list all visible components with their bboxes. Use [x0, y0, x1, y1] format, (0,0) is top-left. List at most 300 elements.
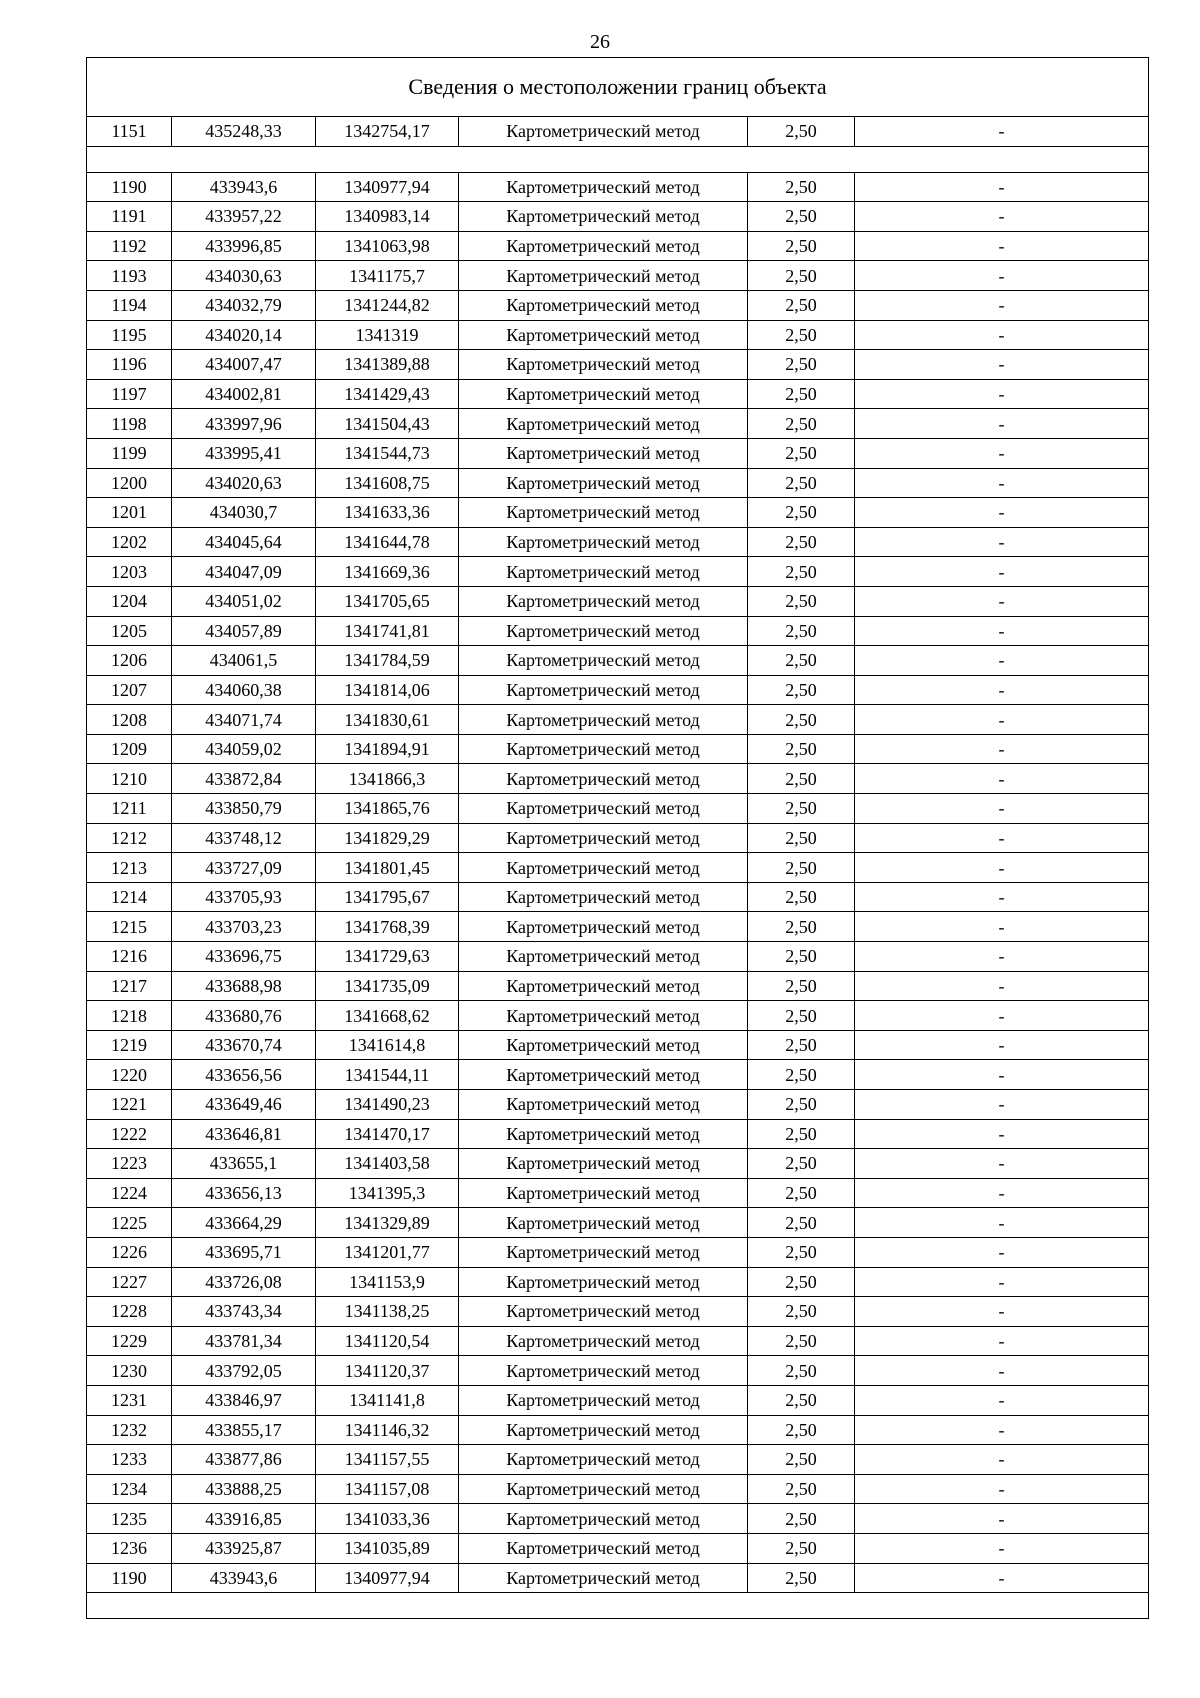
- method-cell: Картометрический метод: [459, 1149, 748, 1179]
- method-cell: Картометрический метод: [459, 527, 748, 557]
- accuracy-cell: 2,50: [748, 1030, 855, 1060]
- y-coordinate-cell: 1341544,73: [316, 438, 459, 468]
- point-number-cell: 1203: [87, 557, 172, 587]
- method-cell: Картометрический метод: [459, 468, 748, 498]
- method-cell: Картометрический метод: [459, 1090, 748, 1120]
- y-coordinate-cell: 1341120,54: [316, 1326, 459, 1356]
- method-cell: Картометрический метод: [459, 971, 748, 1001]
- point-number-cell: 1206: [87, 646, 172, 676]
- description-cell: -: [855, 409, 1149, 439]
- description-cell: -: [855, 1445, 1149, 1475]
- description-cell: -: [855, 350, 1149, 380]
- method-cell: Картометрический метод: [459, 1563, 748, 1593]
- table-row: [87, 1297, 1149, 1327]
- method-cell: Картометрический метод: [459, 586, 748, 616]
- method-cell: Картометрический метод: [459, 1326, 748, 1356]
- description-cell: -: [855, 498, 1149, 528]
- table-row: [87, 705, 1149, 735]
- description-cell: -: [855, 794, 1149, 824]
- accuracy-cell: 2,50: [748, 705, 855, 735]
- x-coordinate-cell: 433688,98: [172, 971, 316, 1001]
- point-number-cell: 1227: [87, 1267, 172, 1297]
- point-number-cell: 1228: [87, 1297, 172, 1327]
- accuracy-cell: 2,50: [748, 1001, 855, 1031]
- x-coordinate-cell: 433943,6: [172, 1563, 316, 1593]
- point-number-cell: 1236: [87, 1533, 172, 1563]
- description-cell: -: [855, 261, 1149, 291]
- method-cell: Картометрический метод: [459, 1356, 748, 1386]
- point-number-cell: 1234: [87, 1474, 172, 1504]
- description-cell: -: [855, 942, 1149, 972]
- y-coordinate-cell: 1341395,3: [316, 1178, 459, 1208]
- x-coordinate-cell: 433726,08: [172, 1267, 316, 1297]
- description-cell: -: [855, 1208, 1149, 1238]
- point-number-cell: 1213: [87, 853, 172, 883]
- x-coordinate-cell: 434007,47: [172, 350, 316, 380]
- accuracy-cell: 2,50: [748, 675, 855, 705]
- point-number-cell: 1201: [87, 498, 172, 528]
- x-coordinate-cell: 433703,23: [172, 912, 316, 942]
- description-cell: -: [855, 231, 1149, 261]
- x-coordinate-cell: 433877,86: [172, 1445, 316, 1475]
- table-row: [87, 1533, 1149, 1563]
- description-cell: -: [855, 705, 1149, 735]
- accuracy-cell: 2,50: [748, 1563, 855, 1593]
- description-cell: -: [855, 734, 1149, 764]
- y-coordinate-cell: 1341614,8: [316, 1030, 459, 1060]
- point-number-cell: 1199: [87, 438, 172, 468]
- description-cell: -: [855, 1415, 1149, 1445]
- y-coordinate-cell: 1341201,77: [316, 1237, 459, 1267]
- table-row: [87, 971, 1149, 1001]
- method-cell: Картометрический метод: [459, 557, 748, 587]
- x-coordinate-cell: 433695,71: [172, 1237, 316, 1267]
- table-row: [87, 586, 1149, 616]
- table-title-row: [87, 58, 1149, 117]
- accuracy-cell: 2,50: [748, 172, 855, 202]
- x-coordinate-cell: 433646,81: [172, 1119, 316, 1149]
- y-coordinate-cell: 1341669,36: [316, 557, 459, 587]
- y-coordinate-cell: 1341120,37: [316, 1356, 459, 1386]
- method-cell: Картометрический метод: [459, 912, 748, 942]
- description-cell: -: [855, 1237, 1149, 1267]
- method-cell: Картометрический метод: [459, 646, 748, 676]
- y-coordinate-cell: 1341668,62: [316, 1001, 459, 1031]
- x-coordinate-cell: 433664,29: [172, 1208, 316, 1238]
- y-coordinate-cell: 1341429,43: [316, 379, 459, 409]
- description-cell: -: [855, 586, 1149, 616]
- x-coordinate-cell: 434030,7: [172, 498, 316, 528]
- point-number-cell: 1235: [87, 1504, 172, 1534]
- point-number-cell: 1229: [87, 1326, 172, 1356]
- x-coordinate-cell: 433670,74: [172, 1030, 316, 1060]
- point-number-cell: 1207: [87, 675, 172, 705]
- method-cell: Картометрический метод: [459, 1267, 748, 1297]
- accuracy-cell: 2,50: [748, 1090, 855, 1120]
- accuracy-cell: 2,50: [748, 1356, 855, 1386]
- point-number-cell: 1202: [87, 527, 172, 557]
- accuracy-cell: 2,50: [748, 1504, 855, 1534]
- table-row: [87, 231, 1149, 261]
- y-coordinate-cell: 1341504,43: [316, 409, 459, 439]
- x-coordinate-cell: 433696,75: [172, 942, 316, 972]
- accuracy-cell: 2,50: [748, 290, 855, 320]
- y-coordinate-cell: 1341138,25: [316, 1297, 459, 1327]
- y-coordinate-cell: 1341866,3: [316, 764, 459, 794]
- accuracy-cell: 2,50: [748, 1149, 855, 1179]
- x-coordinate-cell: 434051,02: [172, 586, 316, 616]
- description-cell: -: [855, 1385, 1149, 1415]
- description-cell: -: [855, 882, 1149, 912]
- point-number-cell: 1197: [87, 379, 172, 409]
- point-number-cell: 1193: [87, 261, 172, 291]
- description-cell: -: [855, 1267, 1149, 1297]
- y-coordinate-cell: 1341175,7: [316, 261, 459, 291]
- table-row: [87, 1385, 1149, 1415]
- table-row: [87, 1030, 1149, 1060]
- method-cell: Картометрический метод: [459, 350, 748, 380]
- accuracy-cell: 2,50: [748, 912, 855, 942]
- y-coordinate-cell: 1341157,55: [316, 1445, 459, 1475]
- point-number-cell: 1224: [87, 1178, 172, 1208]
- x-coordinate-cell: 433781,34: [172, 1326, 316, 1356]
- point-number-cell: 1195: [87, 320, 172, 350]
- method-cell: Картометрический метод: [459, 794, 748, 824]
- accuracy-cell: 2,50: [748, 409, 855, 439]
- accuracy-cell: 2,50: [748, 1119, 855, 1149]
- description-cell: -: [855, 764, 1149, 794]
- table-row: [87, 853, 1149, 883]
- table-row: [87, 1208, 1149, 1238]
- table-row: [87, 616, 1149, 646]
- y-coordinate-cell: 1341153,9: [316, 1267, 459, 1297]
- method-cell: Картометрический метод: [459, 231, 748, 261]
- method-cell: Картометрический метод: [459, 1001, 748, 1031]
- method-cell: Картометрический метод: [459, 202, 748, 232]
- y-coordinate-cell: 1341814,06: [316, 675, 459, 705]
- description-cell: -: [855, 1149, 1149, 1179]
- point-number-cell: 1191: [87, 202, 172, 232]
- description-cell: -: [855, 527, 1149, 557]
- description-cell: -: [855, 1001, 1149, 1031]
- accuracy-cell: 2,50: [748, 527, 855, 557]
- description-cell: -: [855, 320, 1149, 350]
- trailing-blank-cell: [87, 1593, 1149, 1619]
- x-coordinate-cell: 433997,96: [172, 409, 316, 439]
- point-number-cell: 1196: [87, 350, 172, 380]
- table-row: [87, 527, 1149, 557]
- x-coordinate-cell: 433957,22: [172, 202, 316, 232]
- separator-cell: [87, 146, 1149, 172]
- y-coordinate-cell: 1341830,61: [316, 705, 459, 735]
- description-cell: -: [855, 1356, 1149, 1386]
- y-coordinate-cell: 1341633,36: [316, 498, 459, 528]
- method-cell: Картометрический метод: [459, 409, 748, 439]
- x-coordinate-cell: 433916,85: [172, 1504, 316, 1534]
- table-row: [87, 1445, 1149, 1475]
- accuracy-cell: 2,50: [748, 1415, 855, 1445]
- table-row: [87, 261, 1149, 291]
- y-coordinate-cell: 1341403,58: [316, 1149, 459, 1179]
- boundary-coordinates-table: [86, 57, 1149, 1619]
- point-number-cell: 1233: [87, 1445, 172, 1475]
- x-coordinate-cell: 434047,09: [172, 557, 316, 587]
- x-coordinate-cell: 435248,33: [172, 117, 316, 147]
- point-number-cell: 1210: [87, 764, 172, 794]
- method-cell: Картометрический метод: [459, 1445, 748, 1475]
- description-cell: -: [855, 438, 1149, 468]
- accuracy-cell: 2,50: [748, 468, 855, 498]
- description-cell: -: [855, 557, 1149, 587]
- x-coordinate-cell: 433855,17: [172, 1415, 316, 1445]
- accuracy-cell: 2,50: [748, 646, 855, 676]
- table-row: [87, 1267, 1149, 1297]
- method-cell: Картометрический метод: [459, 498, 748, 528]
- description-cell: -: [855, 912, 1149, 942]
- point-number-cell: 1219: [87, 1030, 172, 1060]
- method-cell: Картометрический метод: [459, 823, 748, 853]
- x-coordinate-cell: 433846,97: [172, 1385, 316, 1415]
- x-coordinate-cell: 434057,89: [172, 616, 316, 646]
- table-row: [87, 882, 1149, 912]
- x-coordinate-cell: 433656,56: [172, 1060, 316, 1090]
- table-row: [87, 202, 1149, 232]
- accuracy-cell: 2,50: [748, 1208, 855, 1238]
- y-coordinate-cell: 1341063,98: [316, 231, 459, 261]
- point-number-cell: 1208: [87, 705, 172, 735]
- table-row: [87, 912, 1149, 942]
- description-cell: -: [855, 1030, 1149, 1060]
- accuracy-cell: 2,50: [748, 438, 855, 468]
- x-coordinate-cell: 434020,63: [172, 468, 316, 498]
- accuracy-cell: 2,50: [748, 1297, 855, 1327]
- x-coordinate-cell: 434020,14: [172, 320, 316, 350]
- x-coordinate-cell: 434060,38: [172, 675, 316, 705]
- description-cell: -: [855, 379, 1149, 409]
- y-coordinate-cell: 1342754,17: [316, 117, 459, 147]
- method-cell: Картометрический метод: [459, 942, 748, 972]
- x-coordinate-cell: 433680,76: [172, 1001, 316, 1031]
- x-coordinate-cell: 434071,74: [172, 705, 316, 735]
- point-number-cell: 1217: [87, 971, 172, 1001]
- method-cell: Картометрический метод: [459, 1119, 748, 1149]
- y-coordinate-cell: 1341894,91: [316, 734, 459, 764]
- table-row: [87, 1090, 1149, 1120]
- description-cell: -: [855, 202, 1149, 232]
- accuracy-cell: 2,50: [748, 942, 855, 972]
- table-row: [87, 734, 1149, 764]
- accuracy-cell: 2,50: [748, 261, 855, 291]
- x-coordinate-cell: 433996,85: [172, 231, 316, 261]
- x-coordinate-cell: 433655,1: [172, 1149, 316, 1179]
- table-row: [87, 823, 1149, 853]
- method-cell: Картометрический метод: [459, 438, 748, 468]
- method-cell: Картометрический метод: [459, 882, 748, 912]
- y-coordinate-cell: 1341801,45: [316, 853, 459, 883]
- table-row: [87, 1237, 1149, 1267]
- method-cell: Картометрический метод: [459, 1533, 748, 1563]
- table-row: [87, 290, 1149, 320]
- accuracy-cell: 2,50: [748, 1533, 855, 1563]
- point-number-cell: 1205: [87, 616, 172, 646]
- accuracy-cell: 2,50: [748, 231, 855, 261]
- point-number-cell: 1225: [87, 1208, 172, 1238]
- accuracy-cell: 2,50: [748, 823, 855, 853]
- table-row: [87, 320, 1149, 350]
- y-coordinate-cell: 1340977,94: [316, 1563, 459, 1593]
- accuracy-cell: 2,50: [748, 853, 855, 883]
- table-row: [87, 379, 1149, 409]
- method-cell: Картометрический метод: [459, 379, 748, 409]
- method-cell: Картометрический метод: [459, 1030, 748, 1060]
- table-row: [87, 646, 1149, 676]
- x-coordinate-cell: 433888,25: [172, 1474, 316, 1504]
- description-cell: -: [855, 117, 1149, 147]
- description-cell: -: [855, 971, 1149, 1001]
- point-number-cell: 1192: [87, 231, 172, 261]
- description-cell: -: [855, 1474, 1149, 1504]
- table-row: [87, 1060, 1149, 1090]
- accuracy-cell: 2,50: [748, 1385, 855, 1415]
- point-number-cell: 1231: [87, 1385, 172, 1415]
- y-coordinate-cell: 1341490,23: [316, 1090, 459, 1120]
- description-cell: -: [855, 172, 1149, 202]
- y-coordinate-cell: 1340983,14: [316, 202, 459, 232]
- accuracy-cell: 2,50: [748, 1178, 855, 1208]
- method-cell: Картометрический метод: [459, 1208, 748, 1238]
- x-coordinate-cell: 434059,02: [172, 734, 316, 764]
- x-coordinate-cell: 434002,81: [172, 379, 316, 409]
- description-cell: -: [855, 853, 1149, 883]
- table-row: [87, 1149, 1149, 1179]
- table-row: [87, 764, 1149, 794]
- description-cell: -: [855, 290, 1149, 320]
- accuracy-cell: 2,50: [748, 1237, 855, 1267]
- point-number-cell: 1220: [87, 1060, 172, 1090]
- y-coordinate-cell: 1341035,89: [316, 1533, 459, 1563]
- y-coordinate-cell: 1341644,78: [316, 527, 459, 557]
- point-number-cell: 1190: [87, 1563, 172, 1593]
- method-cell: Картометрический метод: [459, 290, 748, 320]
- accuracy-cell: 2,50: [748, 734, 855, 764]
- point-number-cell: 1151: [87, 117, 172, 147]
- accuracy-cell: 2,50: [748, 350, 855, 380]
- description-cell: -: [855, 616, 1149, 646]
- method-cell: Картометрический метод: [459, 734, 748, 764]
- table-row: [87, 1563, 1149, 1593]
- description-cell: -: [855, 1533, 1149, 1563]
- x-coordinate-cell: 434030,63: [172, 261, 316, 291]
- method-cell: Картометрический метод: [459, 1297, 748, 1327]
- method-cell: Картометрический метод: [459, 1178, 748, 1208]
- separator-row: [87, 146, 1149, 172]
- x-coordinate-cell: 433705,93: [172, 882, 316, 912]
- y-coordinate-cell: 1341795,67: [316, 882, 459, 912]
- method-cell: Картометрический метод: [459, 1385, 748, 1415]
- accuracy-cell: 2,50: [748, 616, 855, 646]
- table-row: [87, 675, 1149, 705]
- accuracy-cell: 2,50: [748, 1326, 855, 1356]
- y-coordinate-cell: 1341141,8: [316, 1385, 459, 1415]
- x-coordinate-cell: 433792,05: [172, 1356, 316, 1386]
- table-row: [87, 1504, 1149, 1534]
- method-cell: Картометрический метод: [459, 853, 748, 883]
- method-cell: Картометрический метод: [459, 1415, 748, 1445]
- point-number-cell: 1200: [87, 468, 172, 498]
- point-number-cell: 1218: [87, 1001, 172, 1031]
- point-number-cell: 1214: [87, 882, 172, 912]
- table-row: [87, 1326, 1149, 1356]
- point-number-cell: 1212: [87, 823, 172, 853]
- point-number-cell: 1211: [87, 794, 172, 824]
- x-coordinate-cell: 433649,46: [172, 1090, 316, 1120]
- table-row: [87, 438, 1149, 468]
- accuracy-cell: 2,50: [748, 202, 855, 232]
- accuracy-cell: 2,50: [748, 794, 855, 824]
- accuracy-cell: 2,50: [748, 1060, 855, 1090]
- y-coordinate-cell: 1341784,59: [316, 646, 459, 676]
- description-cell: -: [855, 1090, 1149, 1120]
- x-coordinate-cell: 433656,13: [172, 1178, 316, 1208]
- accuracy-cell: 2,50: [748, 1267, 855, 1297]
- table-row: [87, 557, 1149, 587]
- table-row: [87, 1119, 1149, 1149]
- page-number: 26: [590, 31, 610, 53]
- x-coordinate-cell: 433743,34: [172, 1297, 316, 1327]
- point-number-cell: 1223: [87, 1149, 172, 1179]
- trailing-blank-row: [87, 1593, 1149, 1619]
- y-coordinate-cell: 1341865,76: [316, 794, 459, 824]
- y-coordinate-cell: 1341829,29: [316, 823, 459, 853]
- method-cell: Картометрический метод: [459, 1060, 748, 1090]
- table-row: [87, 350, 1149, 380]
- method-cell: Картометрический метод: [459, 117, 748, 147]
- x-coordinate-cell: 433748,12: [172, 823, 316, 853]
- accuracy-cell: 2,50: [748, 557, 855, 587]
- y-coordinate-cell: 1341729,63: [316, 942, 459, 972]
- x-coordinate-cell: 433872,84: [172, 764, 316, 794]
- method-cell: Картометрический метод: [459, 675, 748, 705]
- point-number-cell: 1204: [87, 586, 172, 616]
- accuracy-cell: 2,50: [748, 882, 855, 912]
- y-coordinate-cell: 1341033,36: [316, 1504, 459, 1534]
- x-coordinate-cell: 434045,64: [172, 527, 316, 557]
- description-cell: -: [855, 675, 1149, 705]
- accuracy-cell: 2,50: [748, 1445, 855, 1475]
- point-number-cell: 1221: [87, 1090, 172, 1120]
- point-number-cell: 1209: [87, 734, 172, 764]
- y-coordinate-cell: 1341319: [316, 320, 459, 350]
- x-coordinate-cell: 434061,5: [172, 646, 316, 676]
- point-number-cell: 1194: [87, 290, 172, 320]
- method-cell: Картометрический метод: [459, 172, 748, 202]
- x-coordinate-cell: 434032,79: [172, 290, 316, 320]
- accuracy-cell: 2,50: [748, 379, 855, 409]
- description-cell: -: [855, 1297, 1149, 1327]
- table-row: [87, 1474, 1149, 1504]
- method-cell: Картометрический метод: [459, 705, 748, 735]
- x-coordinate-cell: 433727,09: [172, 853, 316, 883]
- table-title: Сведения о местоположении границ объекта: [87, 58, 1149, 117]
- table-row: [87, 1356, 1149, 1386]
- description-cell: -: [855, 823, 1149, 853]
- table-row: [87, 942, 1149, 972]
- y-coordinate-cell: 1341608,75: [316, 468, 459, 498]
- y-coordinate-cell: 1341544,11: [316, 1060, 459, 1090]
- description-cell: -: [855, 1326, 1149, 1356]
- x-coordinate-cell: 433995,41: [172, 438, 316, 468]
- method-cell: Картометрический метод: [459, 320, 748, 350]
